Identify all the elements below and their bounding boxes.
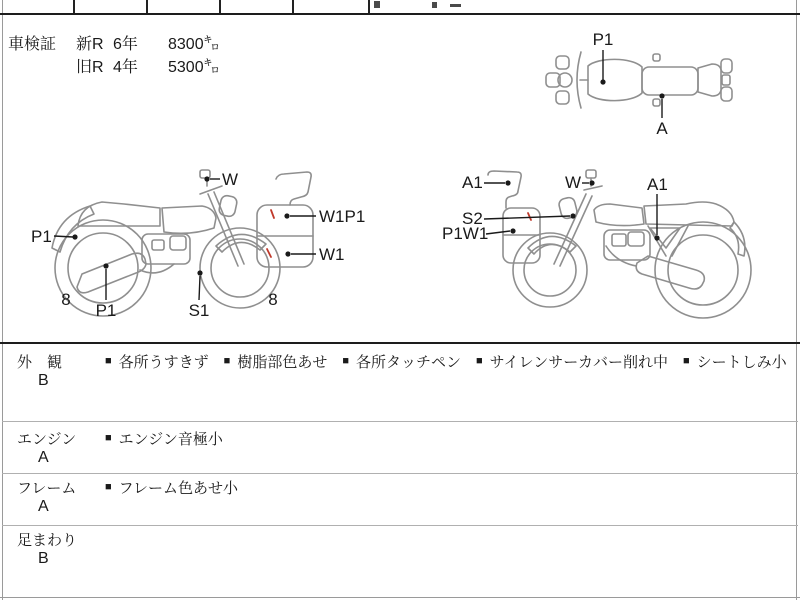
motorcycle-top-view-diagram	[540, 28, 745, 140]
rear-fender	[52, 206, 94, 252]
bullet-icon: ■	[223, 354, 231, 367]
label-s1-frame: S1	[188, 301, 210, 320]
windscreen-front-view	[276, 172, 311, 205]
point-s1-frame	[197, 270, 202, 275]
bottom-border	[0, 597, 800, 598]
leader-s2-front	[484, 216, 570, 219]
mirror-left	[556, 56, 569, 69]
windscreen-front-view	[488, 171, 521, 208]
table-divider	[219, 0, 221, 13]
handlebar	[200, 186, 222, 194]
label-w1-cowl: W1	[319, 245, 345, 264]
section-undercarriage	[0, 528, 800, 597]
mirror-right	[556, 91, 569, 104]
point-w-mirror	[204, 176, 209, 181]
bullet-icon: ■	[476, 354, 483, 367]
label-s2-front: S2	[462, 209, 483, 228]
point-w1p1-screen	[284, 213, 289, 218]
item-text: フレーム色あせ小	[118, 480, 239, 497]
tail-light	[722, 75, 730, 85]
point-p1	[600, 79, 605, 84]
condition-item	[342, 351, 461, 372]
motorcycle-right-side-diagram	[436, 164, 756, 314]
shaken-era-old: 旧R	[76, 59, 104, 76]
point-p1-fender	[72, 234, 77, 239]
bullet-icon: ■	[105, 431, 112, 444]
label-a1-screen: A1	[462, 173, 483, 192]
point-a	[659, 93, 664, 98]
tail-cowl	[698, 64, 721, 96]
item-text: 各所うすきず	[118, 354, 209, 371]
point-p1-muffler	[103, 263, 108, 268]
item-text: サイレンサーカバー削れ中	[489, 354, 668, 371]
label-w-mirror: W	[565, 173, 582, 192]
section-divider	[2, 525, 798, 526]
fuel-tank	[162, 206, 216, 233]
section-name: エンジン	[17, 431, 77, 448]
section-name: フレーム	[17, 480, 77, 497]
peg-right	[653, 99, 660, 106]
engine-block	[142, 234, 190, 264]
damage-mark	[528, 213, 531, 220]
rear-fender-left	[721, 59, 732, 73]
label-a-seat: A	[656, 119, 668, 138]
cutoff-text-fragment	[450, 4, 461, 7]
section-frame	[0, 476, 800, 525]
bullet-icon: ■	[105, 354, 112, 367]
label-p1-tank: P1	[592, 30, 614, 49]
section-engine	[0, 427, 800, 473]
table-divider	[146, 0, 148, 13]
label-p1-fender: P1	[31, 227, 52, 246]
rear-rim	[68, 233, 138, 303]
shaken-era-new: 新R	[76, 36, 104, 53]
condition-item	[476, 351, 668, 372]
shaken-km-new: 8300㌔	[168, 36, 220, 53]
table-border	[0, 13, 800, 15]
grade-badge: A	[38, 498, 49, 515]
grade-badge: B	[38, 550, 49, 567]
label-front-wheel-size: 8	[268, 290, 278, 309]
point-s2-front	[570, 213, 575, 218]
point-w-mirror	[589, 180, 594, 185]
label-a1-cover: A1	[647, 175, 668, 194]
point-a1-cover	[654, 235, 659, 240]
condition-item	[224, 351, 328, 372]
section-border-top	[0, 342, 800, 344]
table-divider	[73, 0, 75, 13]
leader-p1w1-cowl	[486, 231, 510, 234]
fuel-tank	[588, 59, 642, 100]
top-view-sketch	[546, 52, 732, 108]
shaken-title: 車検証	[8, 36, 57, 53]
item-text: 樹脂部色あせ	[237, 354, 328, 371]
label-w-mirror: W	[222, 170, 239, 189]
damage-mark	[271, 210, 274, 218]
section-divider	[2, 421, 798, 422]
fuel-tank	[594, 204, 644, 226]
carburetor	[170, 236, 186, 250]
motorcycle-left-side-diagram	[24, 166, 368, 322]
condition-item	[105, 351, 209, 372]
label-rear-wheel-size: 8	[61, 290, 71, 309]
bullet-icon: ■	[105, 480, 112, 493]
bullet-icon: ■	[682, 354, 690, 367]
section-name: 足まわり	[17, 532, 78, 549]
shaken-year-old: 4年	[113, 59, 138, 76]
item-text: シートしみ小	[696, 354, 787, 371]
condition-item	[105, 477, 238, 498]
muffler	[77, 253, 146, 293]
point-p1w1-cowl	[510, 228, 515, 233]
seat	[642, 67, 698, 95]
table-divider	[368, 0, 370, 13]
label-p1-muffler: P1	[95, 301, 117, 320]
bullet-icon: ■	[342, 354, 349, 367]
section-items	[105, 477, 238, 498]
grade-badge: B	[38, 372, 49, 389]
front-rim	[211, 239, 269, 297]
leader-s1-frame	[199, 276, 200, 300]
engine-detail	[152, 240, 164, 250]
item-text: エンジン音極小	[118, 431, 223, 448]
section-items	[105, 351, 787, 372]
rear-fender-right	[721, 87, 732, 101]
grade-badge: A	[38, 449, 49, 466]
cutoff-text-fragment	[432, 2, 437, 8]
engine-detail	[612, 234, 626, 246]
exhaust-pipe	[606, 246, 636, 266]
cutoff-text-fragment	[374, 1, 380, 8]
leader-p1-fender	[54, 236, 73, 237]
section-items	[105, 428, 223, 449]
peg-left	[653, 54, 660, 61]
item-text: 各所タッチペン	[356, 354, 462, 371]
point-a1-screen	[505, 180, 510, 185]
mirror	[586, 170, 596, 178]
condition-item	[683, 351, 787, 372]
shaken-km-old: 5300㌔	[168, 59, 220, 76]
frame-tubes	[648, 226, 688, 256]
condition-item	[105, 428, 223, 449]
section-name: 外 観	[17, 354, 63, 371]
label-p1w1-cowl: P1W1	[442, 224, 489, 243]
mirror	[200, 170, 210, 178]
table-divider	[292, 0, 294, 13]
handlebar	[584, 186, 602, 190]
section-divider	[2, 473, 798, 474]
headlight	[218, 195, 238, 218]
right-side-sketch	[488, 170, 751, 318]
shaken-year-new: 6年	[113, 36, 138, 53]
damage-mark	[267, 249, 271, 257]
section-exterior	[0, 350, 800, 421]
label-w1p1-screen: W1P1	[319, 207, 366, 226]
carburetor	[628, 232, 644, 246]
point-w1-cowl	[285, 251, 290, 256]
